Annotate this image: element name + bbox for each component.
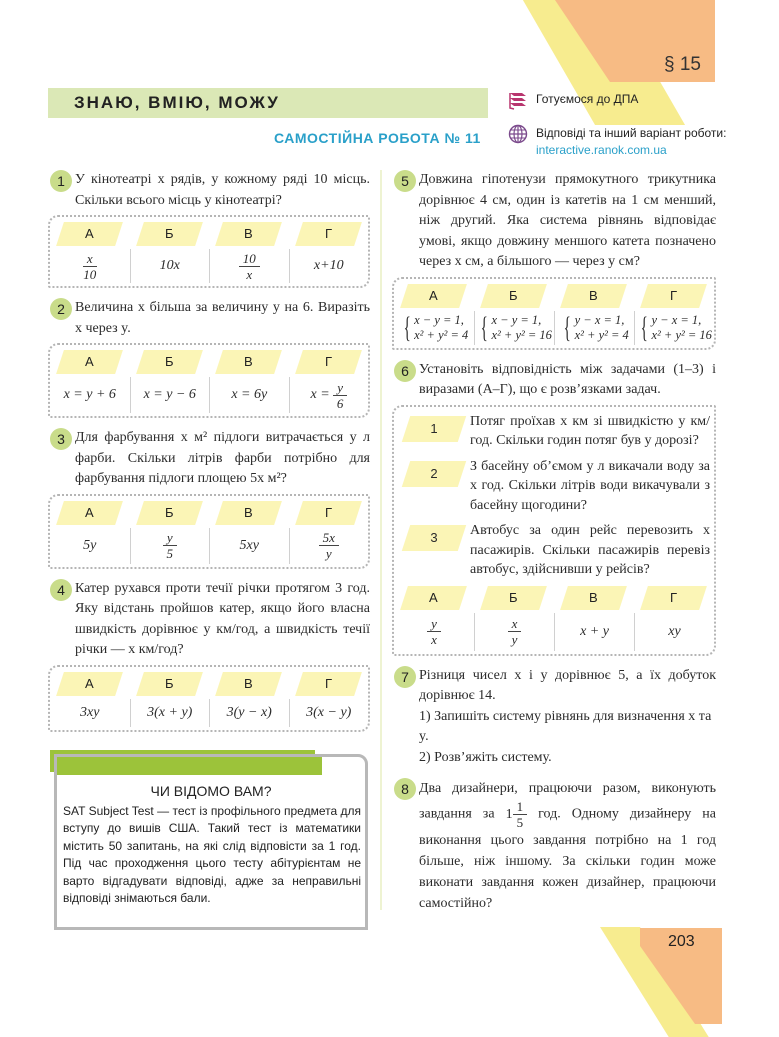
task-3 <box>48 428 370 490</box>
mixed-number-denominator: 5 <box>516 815 524 830</box>
problem-label: 2 <box>402 461 466 487</box>
task-text: Довжина гіпотенузи прямокутного трикутника дорівнює 4 см, один із катетів на 1 см менший, ніж другий. Яка система рівнянь відповідає умові, якщо довжину меншого катета позначено через x см, а більшого — через y см? <box>419 172 716 269</box>
task-number-badge: 4 <box>50 579 72 601</box>
task-6 <box>392 360 716 401</box>
option-value: $\frac{x}{10}$ <box>83 250 97 282</box>
option-label: В <box>215 501 282 525</box>
option-label: А <box>56 501 123 525</box>
option-label: Б <box>481 284 548 308</box>
side-note-text: Готуємося до ДПА <box>536 92 639 106</box>
option-value: x = y − 6 <box>130 377 210 413</box>
answer-options-box <box>48 665 370 732</box>
option-value: 5y <box>83 537 97 553</box>
option-value: xy <box>634 613 714 651</box>
task-2 <box>48 298 370 339</box>
option-label: Г <box>295 350 362 374</box>
task-number-badge: 6 <box>394 360 416 382</box>
option-label: Г <box>641 586 708 610</box>
option-value: 3(x − y) <box>289 699 369 727</box>
option-value: $\frac{x}{y}$ <box>474 613 554 651</box>
did-you-know-frame <box>54 754 368 930</box>
option-value: 3xy <box>80 704 100 720</box>
section-banner <box>48 88 488 118</box>
task-subitem: 1) Запишіть систему рівнянь для визначення x та y. <box>419 708 712 744</box>
task-text: Установіть відповідність між задачами (1–3) і виразами (А–Г), що є розв’язками задач. <box>419 361 716 397</box>
answer-options-box <box>392 277 716 350</box>
option-value: x = 6y <box>209 377 289 413</box>
option-value: { x − y = 1, x² + y² = 4 <box>403 310 469 344</box>
option-value: x = $\frac{y}{6}$ <box>289 377 369 413</box>
work-title: САМОСТІЙНА РОБОТА № 11 <box>274 130 481 146</box>
option-label: Г <box>295 222 362 246</box>
task-text: Величина x більша за величину y на 6. Виразіть x через y. <box>75 300 370 336</box>
left-column <box>48 170 370 928</box>
task-number-badge: 2 <box>50 298 72 320</box>
task-subitem: 2) Розв’яжіть систему. <box>419 749 552 765</box>
did-you-know-body: SAT Subject Test — тест із профільного предмета для вступу до вишів США. Такий тест із математики містить 50 запитань, на які слід відповісти за 1 год. Під час проходження цього тесту абітурієнтам не варто відгадувати відповіді, адже за неправильні відповіді знімаються бали. <box>63 803 361 905</box>
answer-options-box <box>48 494 370 569</box>
task-number-badge: 1 <box>50 170 72 192</box>
option-label: В <box>215 222 282 246</box>
option-label: Г <box>641 284 708 308</box>
answer-options-box <box>48 343 370 418</box>
task-4 <box>48 579 370 661</box>
mixed-number-whole: 1 <box>505 807 513 822</box>
option-label: Г <box>295 501 362 525</box>
option-value: x = y + 6 <box>63 387 116 402</box>
option-label: А <box>401 284 468 308</box>
option-value: $\frac{y}{5}$ <box>130 528 210 564</box>
task-text-part: Два дизайнери, працюючи разом, виконують завдання за <box>419 781 716 822</box>
mixed-number-numerator: 1 <box>513 799 528 815</box>
task-text <box>419 778 716 914</box>
did-you-know-title: ЧИ ВІДОМО ВАМ? <box>150 782 272 799</box>
answer-options-box <box>48 215 370 288</box>
option-label: Б <box>481 586 548 610</box>
right-column <box>392 170 716 914</box>
task-number-badge: 5 <box>394 170 416 192</box>
task-text-part: год. Одному дизайнеру на виконання цього завдання потрібно на 1 год більше, ніж іншому. За скільки годин може виконати завдання кожен дизайнер, працюючи самостійно? <box>419 806 717 911</box>
problem-row <box>394 412 714 451</box>
task-1 <box>48 170 370 211</box>
section-number: § 15 <box>664 54 701 75</box>
task-7 <box>392 666 716 769</box>
task-text: Для фарбування x м² підлоги витрачається y л фарби. Скільки літрів фарби потрібно для фарбування підлоги площею 5x м²? <box>75 430 370 486</box>
option-label: Б <box>136 222 203 246</box>
problem-text: З басейну об’ємом y л викачали воду за x год. Скільки літрів води викачували з басейну щогодини? <box>470 458 710 513</box>
task-text: Різниця чисел x і y дорівнює 5, а їх добуток дорівнює 14. <box>419 667 716 703</box>
task-text: Катер рухався проти течії річки протягом 3 год. Яку відстань пройшов катер, якщо його власна швидкість дорівнює y км/год, а швидкість течії річки — x км/год? <box>75 580 370 657</box>
option-label: А <box>56 222 123 246</box>
problem-label: 1 <box>402 416 466 442</box>
banner-title: ЗНАЮ, ВМІЮ, МОЖУ <box>74 93 280 112</box>
column-divider <box>380 170 382 910</box>
problem-text: Потяг проїхав x км зі швидкістю y км/год. Скільки годин потяг був у дорозі? <box>470 413 710 448</box>
books-icon <box>508 90 528 110</box>
answers-link[interactable]: interactive.ranok.com.ua <box>536 143 667 157</box>
option-value: 10x <box>130 249 210 283</box>
option-label: Б <box>136 501 203 525</box>
problem-row <box>394 521 714 580</box>
side-note-text: Відповіді та інший варіант роботи: <box>536 126 727 140</box>
task-5 <box>392 170 716 273</box>
task-8 <box>392 778 716 914</box>
option-label: В <box>561 284 628 308</box>
task-number-badge: 8 <box>394 778 416 800</box>
option-value: 3(y − x) <box>209 699 289 727</box>
option-value: $\frac{5x}{y}$ <box>289 528 369 564</box>
option-value: { x − y = 1, x² + y² = 16 <box>474 311 554 345</box>
problem-row <box>394 457 714 516</box>
option-value: 3(x + y) <box>130 699 210 727</box>
did-you-know-box <box>50 750 365 928</box>
option-value: $\frac{10}{x}$ <box>209 249 289 283</box>
problem-text: Автобус за один рейс перевозить x пасажирів. Скільки пасажирів перевіз автобус, здійснивши y рейсів? <box>470 523 710 577</box>
option-label: В <box>215 672 282 696</box>
option-value: $\frac{y}{x}$ <box>394 613 474 651</box>
option-label: А <box>401 586 468 610</box>
globe-icon <box>508 124 528 144</box>
option-label: Б <box>136 672 203 696</box>
option-label: Г <box>295 672 362 696</box>
option-value: 5xy <box>209 528 289 564</box>
task-text: У кінотеатрі x рядів, у кожному ряді 10 місць. Скільки всього місць у кінотеатрі? <box>75 172 370 208</box>
option-value: x + y <box>554 613 634 651</box>
task-number-badge: 7 <box>394 666 416 688</box>
option-label: А <box>56 672 123 696</box>
option-label: А <box>56 350 123 374</box>
option-value: { y − x = 1, x² + y² = 4 <box>554 311 634 345</box>
option-label: В <box>215 350 282 374</box>
option-label: Б <box>136 350 203 374</box>
option-value: x+10 <box>289 249 369 283</box>
matching-box <box>392 405 716 656</box>
option-label: В <box>561 586 628 610</box>
page-number: 203 <box>668 933 695 950</box>
problem-label: 3 <box>402 525 466 551</box>
task-number-badge: 3 <box>50 428 72 450</box>
option-value: { y − x = 1, x² + y² = 16 <box>634 311 714 345</box>
